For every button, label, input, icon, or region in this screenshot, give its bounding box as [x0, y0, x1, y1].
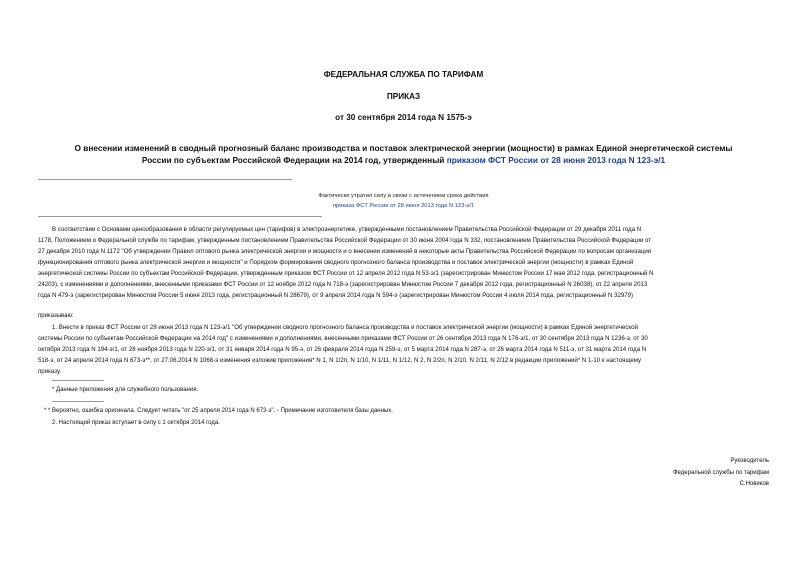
lost-force-link[interactable]: приказа ФСТ России от 28 июня 2013 года N 123-э/1 — [332, 203, 475, 209]
preamble-line: энергетической системы России по субъектам Российской Федерации, утвержденным приказом ФСТ России от 12 апреля 2012 года N 53-э/1 (зарегистрирован Минюстом России 17 мая 2012 года, регистрационный N — [38, 270, 654, 277]
signature-name: С.Новиков — [739, 481, 769, 487]
doc-date: от 30 сентября 2014 года N 1575-э — [335, 113, 472, 122]
footnote-2: * * Вероятно, ошибка оригинала. Следует читать "от 25 апреля 2014 года N 673-э". - Примечание изготовителя базы данных. — [44, 408, 393, 414]
divider — [38, 216, 322, 217]
preamble-paragraph — [38, 224, 770, 301]
signature-block — [673, 456, 769, 491]
base-order-link[interactable]: приказом ФСТ России от 28 июня 2013 года N 123-э/1 — [446, 155, 666, 165]
item-1-line: 518-э, от 24 апреля 2014 года N 673-э**, от 27.06.2014 N 1068-э изменения изложив приложения* N 1, N 1/2п, N 1/10, N 1/11, N 1/12, N 2, N 2/2п, N 2/10, N 2/11, N 2/12 в редакции приложений* N 1-10 к настоящему — [38, 357, 642, 364]
title-line-1: О внесении изменений в сводный прогнозный баланс производства и поставок электрической энергии (мощности) в рамках Единой энергетической системы — [74, 143, 733, 153]
agency-heading: ФЕДЕРАЛЬНАЯ СЛУЖБА ПО ТАРИФАМ — [323, 70, 484, 79]
title-line-2-text: России по субъектам Российской Федерации на 2014 год, утвержденный — [141, 155, 447, 165]
preamble-line: В соответствии с Основами ценообразования в области регулируемых цен (тарифов) в электроэнергетике, утвержденными постановлением Правительства Российской Федерации от 29 декабря 2011 года N — [52, 226, 642, 233]
item-1-line: системы России по субъектам Российской Федерации на 2014 год" с изменениями и дополнениями, внесенными приказами ФСТ России от 26 сентября 2013 года N 176-э/1, от 30 сентября 2013 года N 1236-э, от 30 — [38, 335, 648, 342]
preamble-line: 24203), с изменениями и дополнениями, внесенными приказами ФСТ России от 12 ноября 2012 года N 718-э (зарегистрирован Минюстом России 7 декабря 2012 года, регистрационный N 26038), от 22 апреля 2013 — [38, 281, 648, 288]
signature-role: Руководитель — [730, 458, 769, 464]
footnote-1: * Данные приложения для служебного пользования. — [52, 387, 199, 393]
item-1-line: октября 2013 года N 194-э/1, от 28 ноября 2013 года N 220-э/1, от 31 января 2014 года N 95-э, от 26 февраля 2014 года N 259-э, от 5 марта 2014 года N 287-э, от 26 марта 2014 года N 511-э, от 31 марта 2014 года N — [38, 346, 647, 353]
preamble-line: функционирования оптового рынка электрической энергии и мощности" и Порядком формирования сводного прогнозного баланса производства и поставок электрической энергии (мощности) в рамках Единой — [38, 259, 634, 266]
footnote-divider — [52, 380, 104, 381]
item-1-line: приказу. — [38, 368, 62, 375]
signature-org: Федеральной службы по тарифам — [673, 469, 769, 476]
preamble-line: 1178, Положением о Федеральной службе по тарифам, утвержденным постановлением Правительства Российской Федерации от 30 июня 2004 года N 332, постановлением Правительства Российской Федерации от — [38, 237, 652, 244]
document-title — [36, 142, 771, 166]
preamble-line: года N 479-э (зарегистрирован Минюстом России 5 июня 2013 года, регистрационный N 28679), от 9 апреля 2014 года N 594-э (зарегистрирован Минюстом России 4 июля 2014 года, регистрационный N 32979) — [38, 292, 634, 299]
lost-force-note: Фактически утратил силу в связи с истечением срока действия — [318, 193, 489, 199]
preamble-line: 27 декабря 2010 года N 1172 "Об утверждении Правил оптового рынка электрической энергии и мощности и о внесении изменений в некоторые акты Правительства Российской Федерации по вопросам организации — [38, 248, 652, 255]
doc-type: ПРИКАЗ — [386, 92, 421, 101]
divider — [38, 179, 292, 180]
footnote-divider — [52, 401, 104, 402]
item-1-line: 1. Внести в приказ ФСТ России от 28 июня 2013 года N 123-э/1 "Об утверждении сводного прогнозного баланса производства и поставок электрической энергии (мощности) в рамках Единой энергетической — [52, 324, 638, 331]
title-line-2 — [36, 154, 771, 166]
prikazyvayu: приказываю: — [38, 313, 74, 319]
item-2: 2. Настоящий приказ вступает в силу с 1 октября 2014 года. — [52, 420, 220, 426]
item-1-paragraph — [38, 322, 770, 377]
